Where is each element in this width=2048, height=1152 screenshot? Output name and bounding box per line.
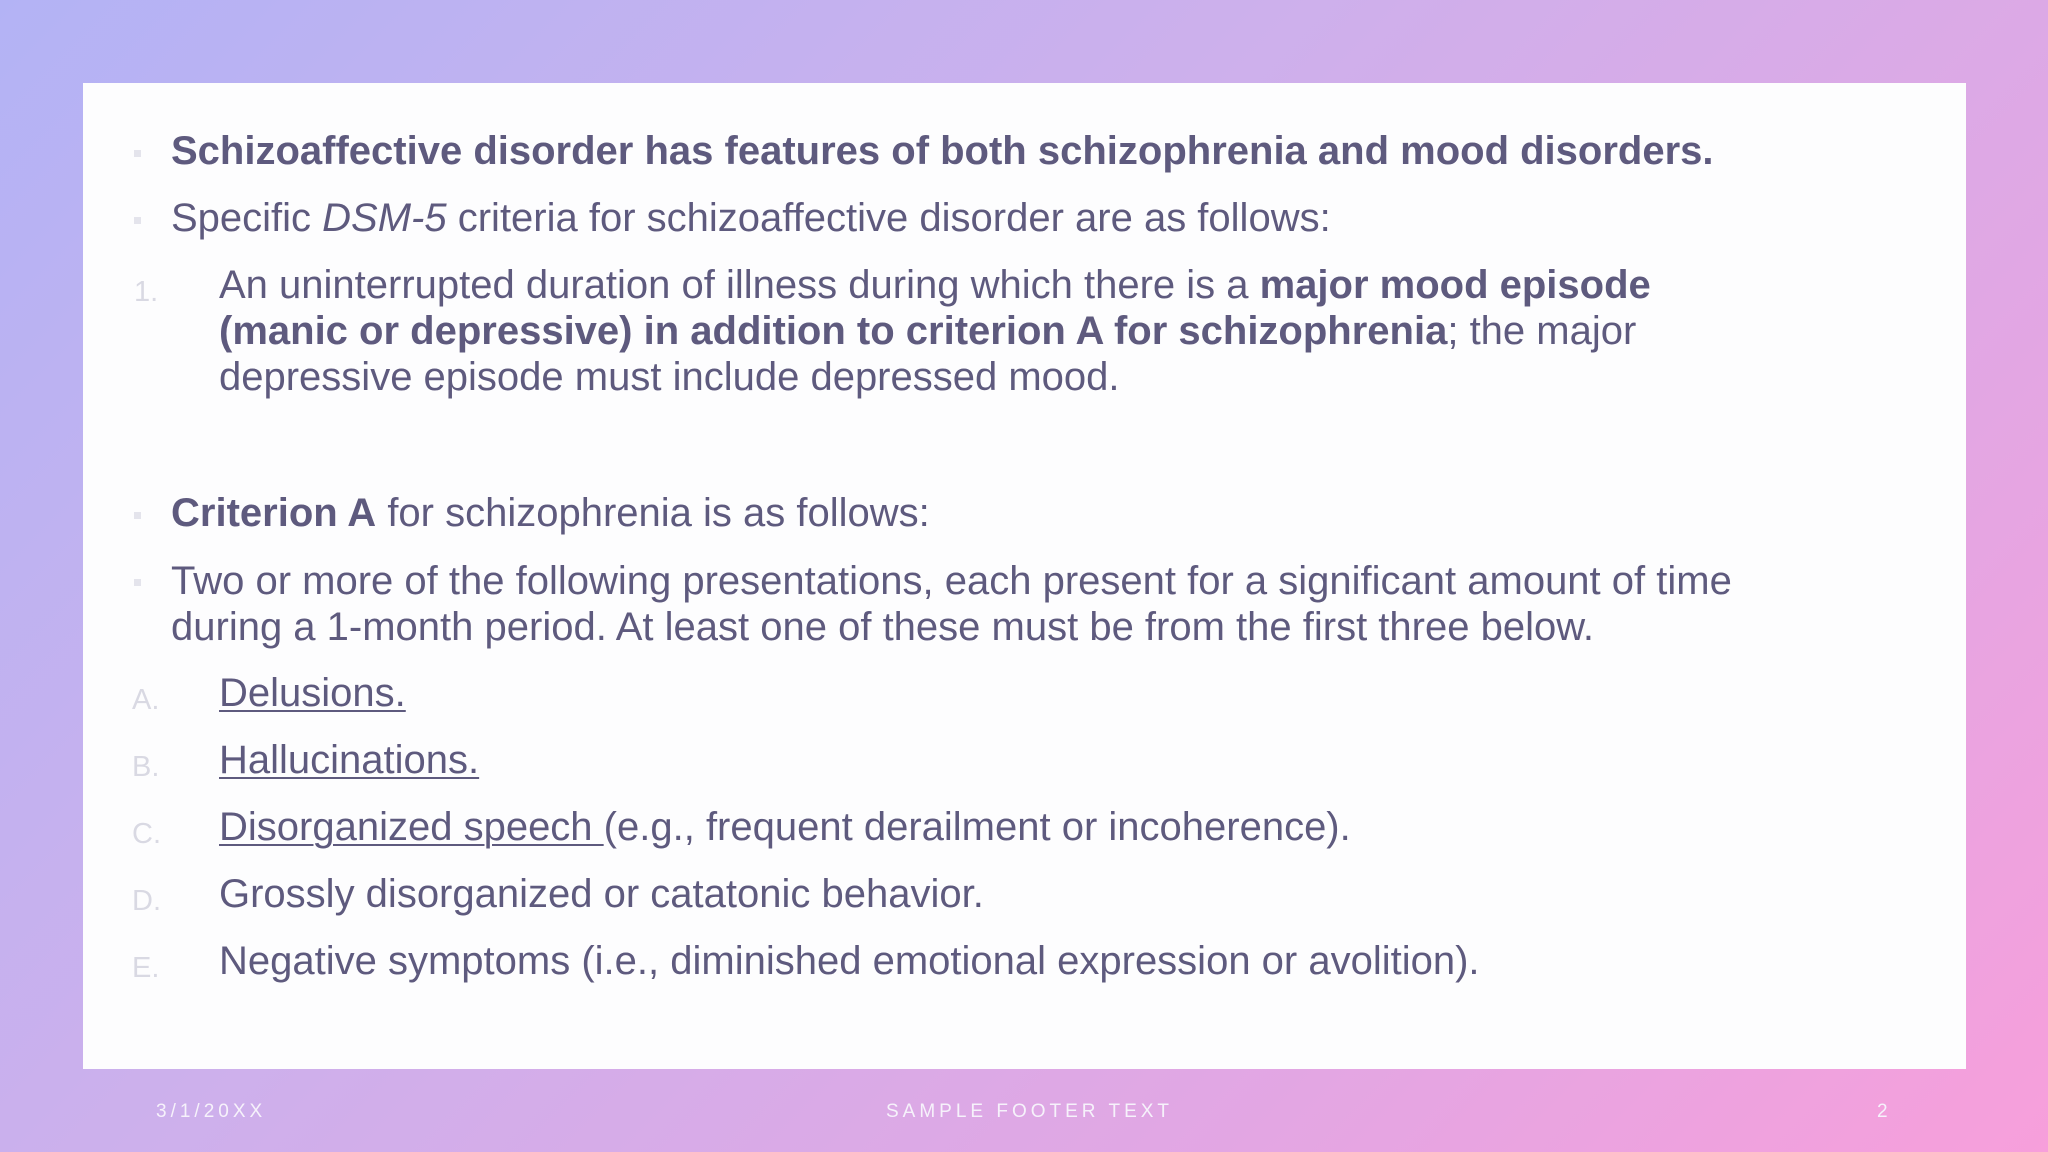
list-letter-d: D. xyxy=(132,885,161,917)
lettered-item-d-rest: Grossly disorganized or catatonic behavior. xyxy=(219,872,984,916)
bullet-2-post: criteria for schizoaffective disorder are as follows: xyxy=(446,196,1331,240)
lettered-item-a xyxy=(219,670,1919,716)
bullet-marker xyxy=(134,512,141,519)
footer-text: SAMPLE FOOTER TEXT xyxy=(886,1101,1174,1122)
bullet-1-text: Schizoaffective disorder has features of both schizophrenia and mood disorders. xyxy=(171,129,1714,173)
dsm-5-italic: DSM-5 xyxy=(322,196,447,240)
lettered-item-b xyxy=(219,737,1919,783)
bullet-4-text: Two or more of the following presentations, each present for a significant amount of time during a 1-month period. At least one of these must be from the first three below. xyxy=(171,559,1732,649)
lettered-item-d xyxy=(219,871,1919,917)
list-number-1: 1. xyxy=(134,276,159,308)
delusions-link[interactable]: Delusions. xyxy=(219,671,406,715)
footer-date: 3/1/20XX xyxy=(156,1101,267,1122)
bullet-2-text xyxy=(171,195,1871,241)
bullet-marker xyxy=(134,150,141,157)
numbered-item-1-pre: An uninterrupted duration of illness during which there is a xyxy=(219,263,1260,307)
bullet-marker xyxy=(134,579,141,586)
list-letter-c: C. xyxy=(132,818,161,850)
numbered-item-1-post: ; the major depressive episode must include depressed mood. xyxy=(219,309,1637,399)
hallucinations-link[interactable]: Hallucinations. xyxy=(219,738,480,782)
lettered-item-c xyxy=(219,804,1919,850)
bullet-marker xyxy=(134,217,141,224)
numbered-item-1-bold: major mood episode (manic or depressive) in addition to criterion A for schizophrenia xyxy=(219,263,1651,353)
list-letter-b: B. xyxy=(132,751,160,783)
bullet-2-pre: Specific xyxy=(171,196,323,240)
criterion-a-bold: Criterion A xyxy=(171,491,377,535)
lettered-item-c-rest: (e.g., frequent derailment or incoherence). xyxy=(603,805,1351,849)
numbered-item-1-text xyxy=(219,262,1779,400)
bullet-3-text xyxy=(171,490,1871,536)
list-letter-a: A. xyxy=(132,684,160,716)
disorganized-speech-link[interactable]: Disorganized speech xyxy=(219,805,604,849)
lettered-item-e xyxy=(219,938,1919,984)
list-letter-e: E. xyxy=(132,952,160,984)
slide-number: 2 xyxy=(1877,1101,1892,1122)
lettered-item-e-rest: Negative symptoms (i.e., diminished emotional expression or avolition). xyxy=(219,939,1480,983)
bullet-3-post: for schizophrenia is as follows: xyxy=(376,491,930,535)
